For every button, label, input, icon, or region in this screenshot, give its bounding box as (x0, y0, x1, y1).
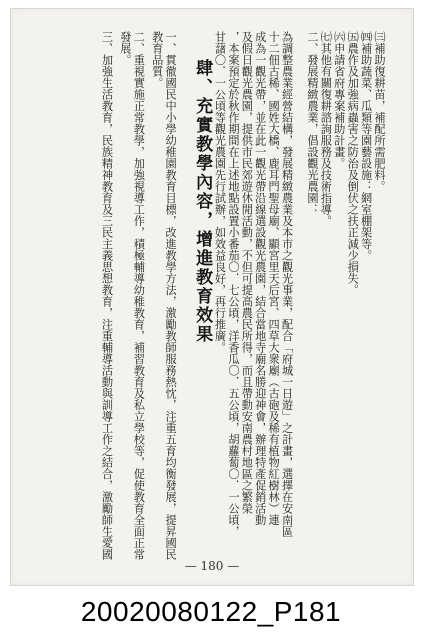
text-column: ㈢補助復耕苗，補配所需肥料。 (373, 31, 386, 192)
text-column: ㈤農作及加強病蟲害之防治及倒伏之扶正減少損失。 (346, 31, 360, 296)
text-column: ，本案預定於秋作期間在上述地點設置小番茄〇．七公頃，洋香瓜〇．五公頃，胡蘿蔔〇．一公頃， (226, 31, 240, 537)
document-page (10, 8, 414, 586)
text-column: 教育品質。 (150, 31, 164, 89)
text-column: 及假日觀光農園，提供市民郊遊休閒活動，不但可提高農民所得，而且帶動安南農村地區之繁榮 (240, 31, 254, 514)
text-column: ㈥申請省府專案補助計畫。 (332, 31, 346, 169)
text-column: 十二佃古稀、國姓大橋、鹿耳門聖母廟、顯宮里天后宮、四草大衆廟（古砲及稀有植物紅樹林）連 (267, 31, 281, 526)
file-caption: 20020080122_P181 (80, 596, 342, 627)
text-column: ㈣補助蔬菜、瓜類等園藝設施：網室棚架等。 (359, 31, 373, 261)
text-column: 一、貫徹國民中小學幼稚園教育目標，改進教學方法，激勵教師服務熱忱，注重五育均衡發展，提昇國民 (164, 31, 178, 560)
text-column: 成為一觀光帶，並在此一觀光帶沿線選設觀光農園，結合當地寺廟名勝迎神會，辦理特產促銷活動 (253, 31, 267, 526)
vertical-text-body (41, 31, 386, 560)
text-column: 三、加強生活教育，民族精神教育及三民主義思想教育，注重輔導活動與訓導工作之結合，激勵師生愛國 (100, 31, 114, 560)
text-column: ㈦其他有關復耕諮詢服務及技術指導。 (319, 31, 333, 227)
section-heading: 肆、充實教學內容，增進教育效果 (192, 59, 213, 344)
page-number: — 180 — (184, 559, 240, 573)
text-column: 發展。 (118, 31, 132, 66)
text-column: 甘藷〇．一公頃等觀光農園先行試辦，如效益良好，再行推廣。 (213, 31, 227, 353)
text-column: 為調整農業經營結構，發展精緻農業及本市之觀光事業，配合「府城一日遊」之計畫，選擇在安南區 (280, 31, 294, 537)
text-column: 二、重視實施正常教學，加強視導工作，積極輔導幼稚教育，補習教育及私立學校等，促使教育全面正常 (132, 31, 146, 560)
subsection-heading: 二、發展精緻農業，倡設觀光農園： (305, 31, 319, 215)
